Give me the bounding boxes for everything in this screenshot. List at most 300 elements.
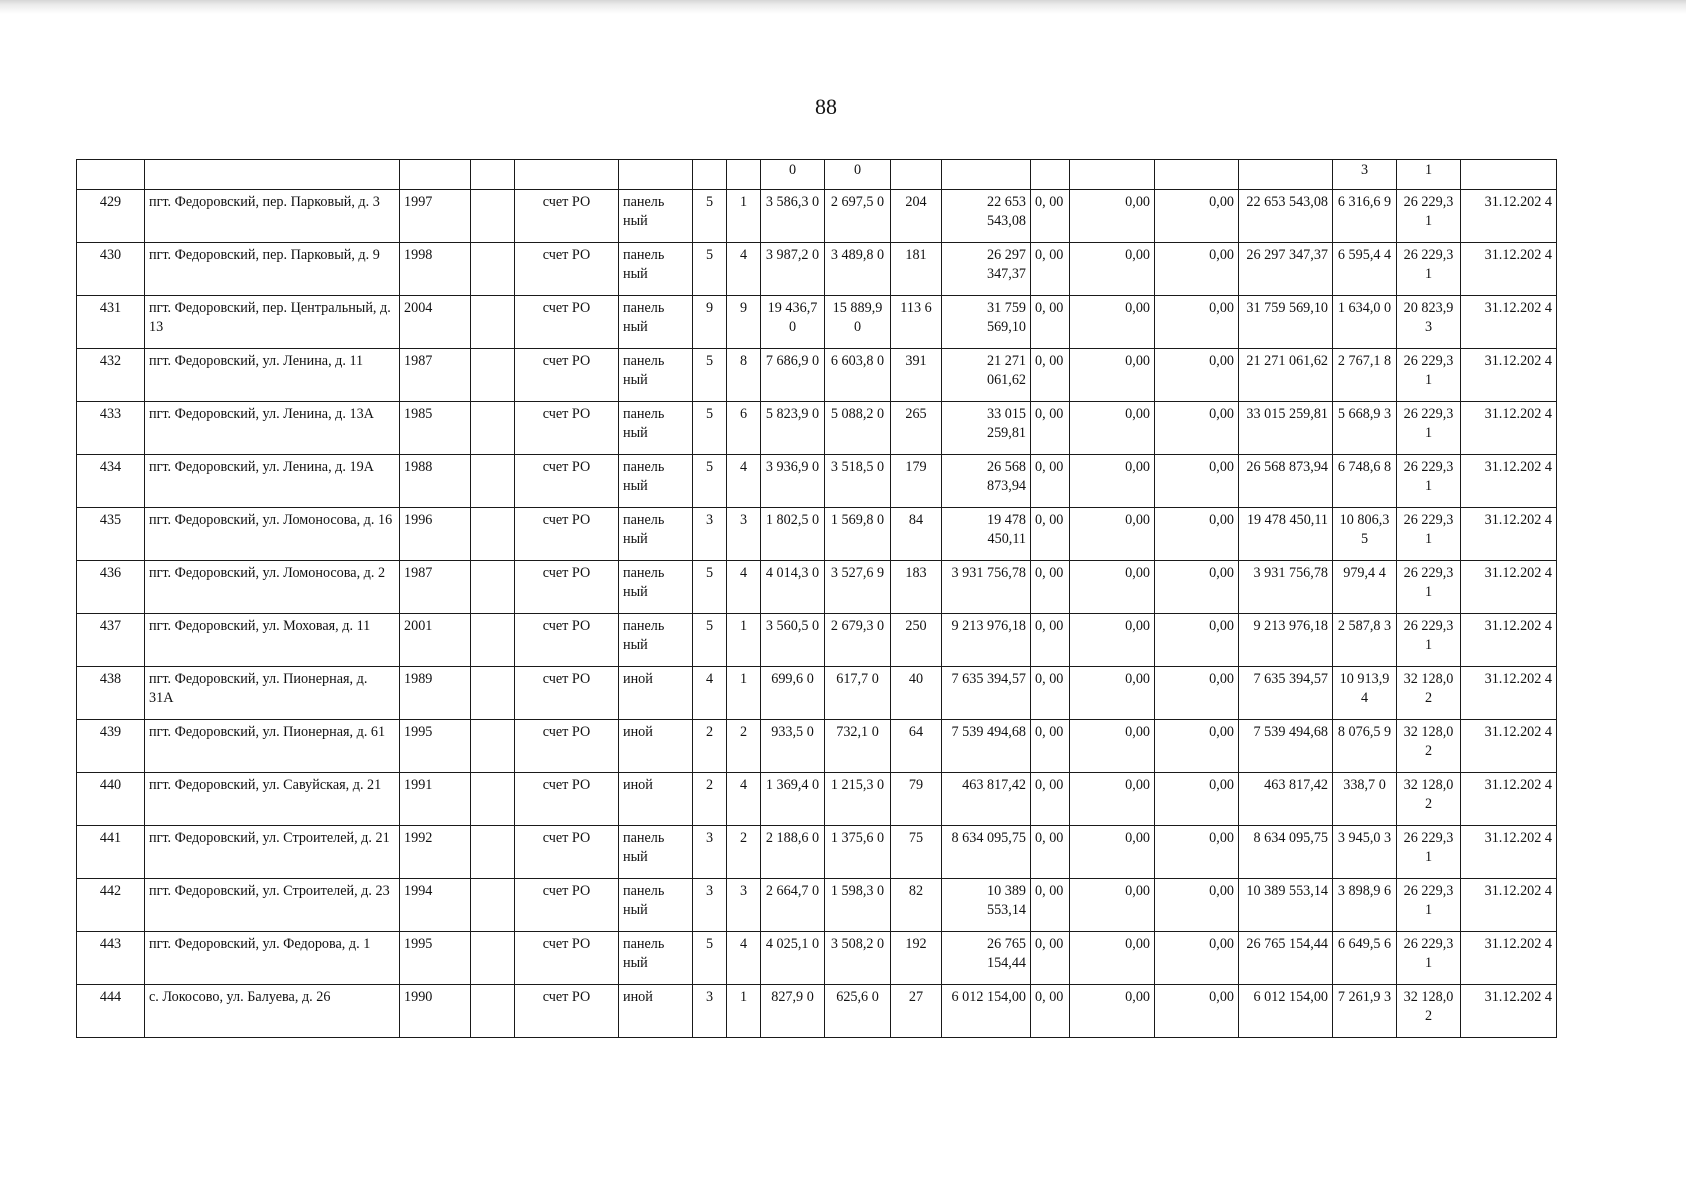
deadline-cell: 31.12.202 4 <box>1461 402 1557 455</box>
total-area-cell: 3 560,5 0 <box>761 614 825 667</box>
residents-cell: 40 <box>891 667 942 720</box>
continuation-cell <box>471 160 515 190</box>
living-area-cell: 2 697,5 0 <box>825 190 891 243</box>
cost-c-cell: 0,00 <box>1155 508 1239 561</box>
blank-cell <box>471 879 515 932</box>
total-area-cell: 699,6 0 <box>761 667 825 720</box>
cost-d-cell: 8 634 095,75 <box>1239 826 1333 879</box>
cost-b-cell: 0,00 <box>1070 190 1155 243</box>
cost-a-cell: 0, 00 <box>1031 349 1070 402</box>
floors-cell: 5 <box>693 402 727 455</box>
cost-c-cell: 0,00 <box>1155 667 1239 720</box>
address-cell: пгт. Федоровский, ул. Ленина, д. 13А <box>145 402 400 455</box>
deadline-cell: 31.12.202 4 <box>1461 720 1557 773</box>
unit-cost-cell: 6 748,6 8 <box>1333 455 1397 508</box>
cost-b-cell: 0,00 <box>1070 773 1155 826</box>
address-cell: пгт. Федоровский, ул. Савуйская, д. 21 <box>145 773 400 826</box>
blank-cell <box>471 402 515 455</box>
max-cost-cell: 26 229,3 1 <box>1397 826 1461 879</box>
cost-b-cell: 0,00 <box>1070 455 1155 508</box>
continuation-cell <box>693 160 727 190</box>
account-cell: счет РО <box>515 561 619 614</box>
cost-a-cell: 0, 00 <box>1031 879 1070 932</box>
wall-material-cell: иной <box>619 773 693 826</box>
continuation-cell <box>891 160 942 190</box>
total-area-cell: 2 664,7 0 <box>761 879 825 932</box>
year-cell: 1985 <box>400 402 471 455</box>
unit-cost-cell: 979,4 4 <box>1333 561 1397 614</box>
residents-cell: 204 <box>891 190 942 243</box>
unit-cost-cell: 7 261,9 3 <box>1333 985 1397 1038</box>
entrances-cell: 8 <box>727 349 761 402</box>
residents-cell: 391 <box>891 349 942 402</box>
living-area-cell: 3 527,6 9 <box>825 561 891 614</box>
row-number-cell: 431 <box>77 296 145 349</box>
living-area-cell: 5 088,2 0 <box>825 402 891 455</box>
cost-a-cell: 0, 00 <box>1031 932 1070 985</box>
wall-material-cell: иной <box>619 667 693 720</box>
table-row <box>77 349 1557 402</box>
cost-a-cell: 0, 00 <box>1031 826 1070 879</box>
cost-c-cell: 0,00 <box>1155 402 1239 455</box>
blank-cell <box>471 667 515 720</box>
floors-cell: 2 <box>693 720 727 773</box>
row-number-cell: 443 <box>77 932 145 985</box>
year-cell: 1995 <box>400 720 471 773</box>
cost-c-cell: 0,00 <box>1155 985 1239 1038</box>
total-area-cell: 3 936,9 0 <box>761 455 825 508</box>
unit-cost-cell: 8 076,5 9 <box>1333 720 1397 773</box>
table-row <box>77 296 1557 349</box>
deadline-cell: 31.12.202 4 <box>1461 932 1557 985</box>
blank-cell <box>471 349 515 402</box>
account-cell: счет РО <box>515 190 619 243</box>
deadline-cell: 31.12.202 4 <box>1461 667 1557 720</box>
residents-cell: 27 <box>891 985 942 1038</box>
continuation-row <box>77 160 1557 190</box>
max-cost-cell: 26 229,3 1 <box>1397 561 1461 614</box>
row-number-cell: 440 <box>77 773 145 826</box>
max-cost-cell: 26 229,3 1 <box>1397 932 1461 985</box>
cost-d-cell: 10 389 553,14 <box>1239 879 1333 932</box>
max-cost-cell: 26 229,3 1 <box>1397 402 1461 455</box>
address-cell: пгт. Федоровский, пер. Парковый, д. 3 <box>145 190 400 243</box>
total-cost-cell: 26 297 347,37 <box>942 243 1031 296</box>
total-cost-cell: 26 765 154,44 <box>942 932 1031 985</box>
blank-cell <box>471 985 515 1038</box>
cost-c-cell: 0,00 <box>1155 720 1239 773</box>
cost-d-cell: 31 759 569,10 <box>1239 296 1333 349</box>
year-cell: 1988 <box>400 455 471 508</box>
address-cell: пгт. Федоровский, ул. Ломоносова, д. 2 <box>145 561 400 614</box>
floors-cell: 3 <box>693 826 727 879</box>
table-row <box>77 455 1557 508</box>
row-number-cell: 444 <box>77 985 145 1038</box>
row-number-cell: 433 <box>77 402 145 455</box>
year-cell: 1992 <box>400 826 471 879</box>
row-number-cell: 439 <box>77 720 145 773</box>
continuation-cell <box>619 160 693 190</box>
table-row <box>77 402 1557 455</box>
total-cost-cell: 22 653 543,08 <box>942 190 1031 243</box>
continuation-cell <box>1031 160 1070 190</box>
table-row <box>77 773 1557 826</box>
table-row <box>77 667 1557 720</box>
floors-cell: 3 <box>693 508 727 561</box>
cost-b-cell: 0,00 <box>1070 561 1155 614</box>
total-area-cell: 19 436,7 0 <box>761 296 825 349</box>
floors-cell: 2 <box>693 773 727 826</box>
account-cell: счет РО <box>515 932 619 985</box>
continuation-cell <box>145 160 400 190</box>
cost-b-cell: 0,00 <box>1070 932 1155 985</box>
max-cost-cell: 32 128,0 2 <box>1397 985 1461 1038</box>
residents-cell: 82 <box>891 879 942 932</box>
max-cost-cell: 20 823,9 3 <box>1397 296 1461 349</box>
cost-a-cell: 0, 00 <box>1031 614 1070 667</box>
floors-cell: 5 <box>693 614 727 667</box>
unit-cost-cell: 3 898,9 6 <box>1333 879 1397 932</box>
living-area-cell: 625,6 0 <box>825 985 891 1038</box>
table-row <box>77 932 1557 985</box>
cost-d-cell: 19 478 450,11 <box>1239 508 1333 561</box>
continuation-cell: 3 <box>1333 160 1397 190</box>
scan-edge <box>0 0 1686 14</box>
floors-cell: 5 <box>693 455 727 508</box>
residents-cell: 179 <box>891 455 942 508</box>
cost-b-cell: 0,00 <box>1070 508 1155 561</box>
address-cell: пгт. Федоровский, ул. Ломоносова, д. 16 <box>145 508 400 561</box>
floors-cell: 5 <box>693 349 727 402</box>
account-cell: счет РО <box>515 402 619 455</box>
entrances-cell: 4 <box>727 243 761 296</box>
row-number-cell: 441 <box>77 826 145 879</box>
living-area-cell: 1 375,6 0 <box>825 826 891 879</box>
year-cell: 1998 <box>400 243 471 296</box>
total-area-cell: 2 188,6 0 <box>761 826 825 879</box>
address-cell: пгт. Федоровский, ул. Ленина, д. 19А <box>145 455 400 508</box>
residents-cell: 250 <box>891 614 942 667</box>
entrances-cell: 1 <box>727 667 761 720</box>
row-number-cell: 429 <box>77 190 145 243</box>
cost-b-cell: 0,00 <box>1070 985 1155 1038</box>
residents-cell: 79 <box>891 773 942 826</box>
deadline-cell: 31.12.202 4 <box>1461 243 1557 296</box>
total-area-cell: 1 369,4 0 <box>761 773 825 826</box>
account-cell: счет РО <box>515 296 619 349</box>
max-cost-cell: 26 229,3 1 <box>1397 508 1461 561</box>
floors-cell: 9 <box>693 296 727 349</box>
entrances-cell: 2 <box>727 720 761 773</box>
max-cost-cell: 26 229,3 1 <box>1397 243 1461 296</box>
continuation-cell <box>727 160 761 190</box>
wall-material-cell: иной <box>619 720 693 773</box>
address-cell: пгт. Федоровский, ул. Федорова, д. 1 <box>145 932 400 985</box>
floors-cell: 5 <box>693 243 727 296</box>
page-number: 88 <box>815 94 837 119</box>
total-area-cell: 4 025,1 0 <box>761 932 825 985</box>
total-area-cell: 827,9 0 <box>761 985 825 1038</box>
deadline-cell: 31.12.202 4 <box>1461 349 1557 402</box>
cost-d-cell: 26 568 873,94 <box>1239 455 1333 508</box>
entrances-cell: 2 <box>727 826 761 879</box>
year-cell: 1997 <box>400 190 471 243</box>
year-cell: 2004 <box>400 296 471 349</box>
row-number-cell: 435 <box>77 508 145 561</box>
unit-cost-cell: 6 649,5 6 <box>1333 932 1397 985</box>
max-cost-cell: 32 128,0 2 <box>1397 773 1461 826</box>
cost-a-cell: 0, 00 <box>1031 667 1070 720</box>
cost-d-cell: 7 635 394,57 <box>1239 667 1333 720</box>
max-cost-cell: 26 229,3 1 <box>1397 614 1461 667</box>
blank-cell <box>471 773 515 826</box>
entrances-cell: 4 <box>727 932 761 985</box>
table-row <box>77 243 1557 296</box>
wall-material-cell: панель ный <box>619 508 693 561</box>
wall-material-cell: панель ный <box>619 561 693 614</box>
year-cell: 1991 <box>400 773 471 826</box>
cost-c-cell: 0,00 <box>1155 773 1239 826</box>
cost-a-cell: 0, 00 <box>1031 985 1070 1038</box>
unit-cost-cell: 2 587,8 3 <box>1333 614 1397 667</box>
table-row <box>77 508 1557 561</box>
residents-cell: 181 <box>891 243 942 296</box>
cost-a-cell: 0, 00 <box>1031 561 1070 614</box>
total-cost-cell: 8 634 095,75 <box>942 826 1031 879</box>
cost-a-cell: 0, 00 <box>1031 402 1070 455</box>
cost-d-cell: 33 015 259,81 <box>1239 402 1333 455</box>
living-area-cell: 3 518,5 0 <box>825 455 891 508</box>
entrances-cell: 1 <box>727 985 761 1038</box>
cost-a-cell: 0, 00 <box>1031 720 1070 773</box>
continuation-cell: 0 <box>761 160 825 190</box>
deadline-cell: 31.12.202 4 <box>1461 190 1557 243</box>
cost-c-cell: 0,00 <box>1155 243 1239 296</box>
row-number-cell: 442 <box>77 879 145 932</box>
max-cost-cell: 32 128,0 2 <box>1397 667 1461 720</box>
total-cost-cell: 3 931 756,78 <box>942 561 1031 614</box>
cost-d-cell: 3 931 756,78 <box>1239 561 1333 614</box>
wall-material-cell: панель ный <box>619 243 693 296</box>
table-row <box>77 985 1557 1038</box>
entrances-cell: 4 <box>727 561 761 614</box>
row-number-cell: 434 <box>77 455 145 508</box>
wall-material-cell: панель ный <box>619 402 693 455</box>
account-cell: счет РО <box>515 455 619 508</box>
address-cell: с. Локосово, ул. Балуева, д. 26 <box>145 985 400 1038</box>
unit-cost-cell: 5 668,9 3 <box>1333 402 1397 455</box>
deadline-cell: 31.12.202 4 <box>1461 455 1557 508</box>
max-cost-cell: 26 229,3 1 <box>1397 455 1461 508</box>
blank-cell <box>471 720 515 773</box>
floors-cell: 3 <box>693 879 727 932</box>
housing-register-table <box>76 159 1557 1038</box>
continuation-cell <box>400 160 471 190</box>
table-row <box>77 826 1557 879</box>
cost-d-cell: 26 765 154,44 <box>1239 932 1333 985</box>
year-cell: 2001 <box>400 614 471 667</box>
total-area-cell: 4 014,3 0 <box>761 561 825 614</box>
cost-d-cell: 26 297 347,37 <box>1239 243 1333 296</box>
cost-c-cell: 0,00 <box>1155 296 1239 349</box>
total-cost-cell: 463 817,42 <box>942 773 1031 826</box>
address-cell: пгт. Федоровский, ул. Строителей, д. 23 <box>145 879 400 932</box>
unit-cost-cell: 6 316,6 9 <box>1333 190 1397 243</box>
wall-material-cell: панель ный <box>619 879 693 932</box>
year-cell: 1994 <box>400 879 471 932</box>
cost-b-cell: 0,00 <box>1070 826 1155 879</box>
blank-cell <box>471 190 515 243</box>
cost-d-cell: 6 012 154,00 <box>1239 985 1333 1038</box>
floors-cell: 5 <box>693 561 727 614</box>
year-cell: 1987 <box>400 349 471 402</box>
cost-c-cell: 0,00 <box>1155 349 1239 402</box>
wall-material-cell: панель ный <box>619 614 693 667</box>
floors-cell: 5 <box>693 932 727 985</box>
blank-cell <box>471 455 515 508</box>
living-area-cell: 2 679,3 0 <box>825 614 891 667</box>
entrances-cell: 6 <box>727 402 761 455</box>
entrances-cell: 4 <box>727 773 761 826</box>
entrances-cell: 3 <box>727 508 761 561</box>
row-number-cell: 436 <box>77 561 145 614</box>
table-row <box>77 614 1557 667</box>
blank-cell <box>471 614 515 667</box>
blank-cell <box>471 296 515 349</box>
total-area-cell: 5 823,9 0 <box>761 402 825 455</box>
continuation-cell <box>1461 160 1557 190</box>
total-cost-cell: 6 012 154,00 <box>942 985 1031 1038</box>
account-cell: счет РО <box>515 614 619 667</box>
cost-b-cell: 0,00 <box>1070 879 1155 932</box>
continuation-cell: 0 <box>825 160 891 190</box>
unit-cost-cell: 3 945,0 3 <box>1333 826 1397 879</box>
account-cell: счет РО <box>515 879 619 932</box>
account-cell: счет РО <box>515 243 619 296</box>
floors-cell: 5 <box>693 190 727 243</box>
total-cost-cell: 31 759 569,10 <box>942 296 1031 349</box>
living-area-cell: 732,1 0 <box>825 720 891 773</box>
deadline-cell: 31.12.202 4 <box>1461 296 1557 349</box>
total-area-cell: 3 586,3 0 <box>761 190 825 243</box>
total-cost-cell: 7 539 494,68 <box>942 720 1031 773</box>
unit-cost-cell: 1 634,0 0 <box>1333 296 1397 349</box>
entrances-cell: 1 <box>727 190 761 243</box>
living-area-cell: 1 569,8 0 <box>825 508 891 561</box>
address-cell: пгт. Федоровский, ул. Моховая, д. 11 <box>145 614 400 667</box>
table-row <box>77 561 1557 614</box>
cost-c-cell: 0,00 <box>1155 826 1239 879</box>
wall-material-cell: иной <box>619 985 693 1038</box>
deadline-cell: 31.12.202 4 <box>1461 614 1557 667</box>
address-cell: пгт. Федоровский, ул. Пионерная, д. 61 <box>145 720 400 773</box>
year-cell: 1996 <box>400 508 471 561</box>
row-number-cell: 437 <box>77 614 145 667</box>
entrances-cell: 9 <box>727 296 761 349</box>
table-row <box>77 190 1557 243</box>
entrances-cell: 1 <box>727 614 761 667</box>
residents-cell: 183 <box>891 561 942 614</box>
blank-cell <box>471 561 515 614</box>
entrances-cell: 4 <box>727 455 761 508</box>
total-area-cell: 3 987,2 0 <box>761 243 825 296</box>
unit-cost-cell: 10 913,9 4 <box>1333 667 1397 720</box>
residents-cell: 192 <box>891 932 942 985</box>
floors-cell: 4 <box>693 667 727 720</box>
deadline-cell: 31.12.202 4 <box>1461 773 1557 826</box>
cost-d-cell: 463 817,42 <box>1239 773 1333 826</box>
continuation-cell <box>1239 160 1333 190</box>
total-cost-cell: 21 271 061,62 <box>942 349 1031 402</box>
year-cell: 1987 <box>400 561 471 614</box>
cost-c-cell: 0,00 <box>1155 561 1239 614</box>
max-cost-cell: 26 229,3 1 <box>1397 349 1461 402</box>
cost-d-cell: 21 271 061,62 <box>1239 349 1333 402</box>
total-area-cell: 933,5 0 <box>761 720 825 773</box>
cost-b-cell: 0,00 <box>1070 402 1155 455</box>
account-cell: счет РО <box>515 826 619 879</box>
year-cell: 1995 <box>400 932 471 985</box>
total-cost-cell: 26 568 873,94 <box>942 455 1031 508</box>
cost-d-cell: 22 653 543,08 <box>1239 190 1333 243</box>
cost-c-cell: 0,00 <box>1155 455 1239 508</box>
continuation-cell <box>515 160 619 190</box>
entrances-cell: 3 <box>727 879 761 932</box>
unit-cost-cell: 10 806,3 5 <box>1333 508 1397 561</box>
account-cell: счет РО <box>515 720 619 773</box>
total-cost-cell: 7 635 394,57 <box>942 667 1031 720</box>
deadline-cell: 31.12.202 4 <box>1461 985 1557 1038</box>
continuation-cell <box>1070 160 1155 190</box>
year-cell: 1989 <box>400 667 471 720</box>
living-area-cell: 1 598,3 0 <box>825 879 891 932</box>
cost-c-cell: 0,00 <box>1155 614 1239 667</box>
wall-material-cell: панель ный <box>619 826 693 879</box>
residents-cell: 113 6 <box>891 296 942 349</box>
max-cost-cell: 26 229,3 1 <box>1397 190 1461 243</box>
blank-cell <box>471 508 515 561</box>
deadline-cell: 31.12.202 4 <box>1461 826 1557 879</box>
total-cost-cell: 19 478 450,11 <box>942 508 1031 561</box>
year-cell: 1990 <box>400 985 471 1038</box>
wall-material-cell: панель ный <box>619 296 693 349</box>
cost-b-cell: 0,00 <box>1070 667 1155 720</box>
wall-material-cell: панель ный <box>619 190 693 243</box>
account-cell: счет РО <box>515 985 619 1038</box>
floors-cell: 3 <box>693 985 727 1038</box>
cost-a-cell: 0, 00 <box>1031 773 1070 826</box>
row-number-cell: 432 <box>77 349 145 402</box>
blank-cell <box>471 826 515 879</box>
max-cost-cell: 32 128,0 2 <box>1397 720 1461 773</box>
address-cell: пгт. Федоровский, ул. Пионерная, д. 31А <box>145 667 400 720</box>
account-cell: счет РО <box>515 349 619 402</box>
residents-cell: 265 <box>891 402 942 455</box>
living-area-cell: 6 603,8 0 <box>825 349 891 402</box>
cost-a-cell: 0, 00 <box>1031 508 1070 561</box>
cost-b-cell: 0,00 <box>1070 720 1155 773</box>
living-area-cell: 15 889,9 0 <box>825 296 891 349</box>
deadline-cell: 31.12.202 4 <box>1461 508 1557 561</box>
living-area-cell: 3 489,8 0 <box>825 243 891 296</box>
account-cell: счет РО <box>515 667 619 720</box>
total-area-cell: 1 802,5 0 <box>761 508 825 561</box>
cost-b-cell: 0,00 <box>1070 349 1155 402</box>
unit-cost-cell: 6 595,4 4 <box>1333 243 1397 296</box>
total-cost-cell: 9 213 976,18 <box>942 614 1031 667</box>
living-area-cell: 1 215,3 0 <box>825 773 891 826</box>
table-row <box>77 879 1557 932</box>
